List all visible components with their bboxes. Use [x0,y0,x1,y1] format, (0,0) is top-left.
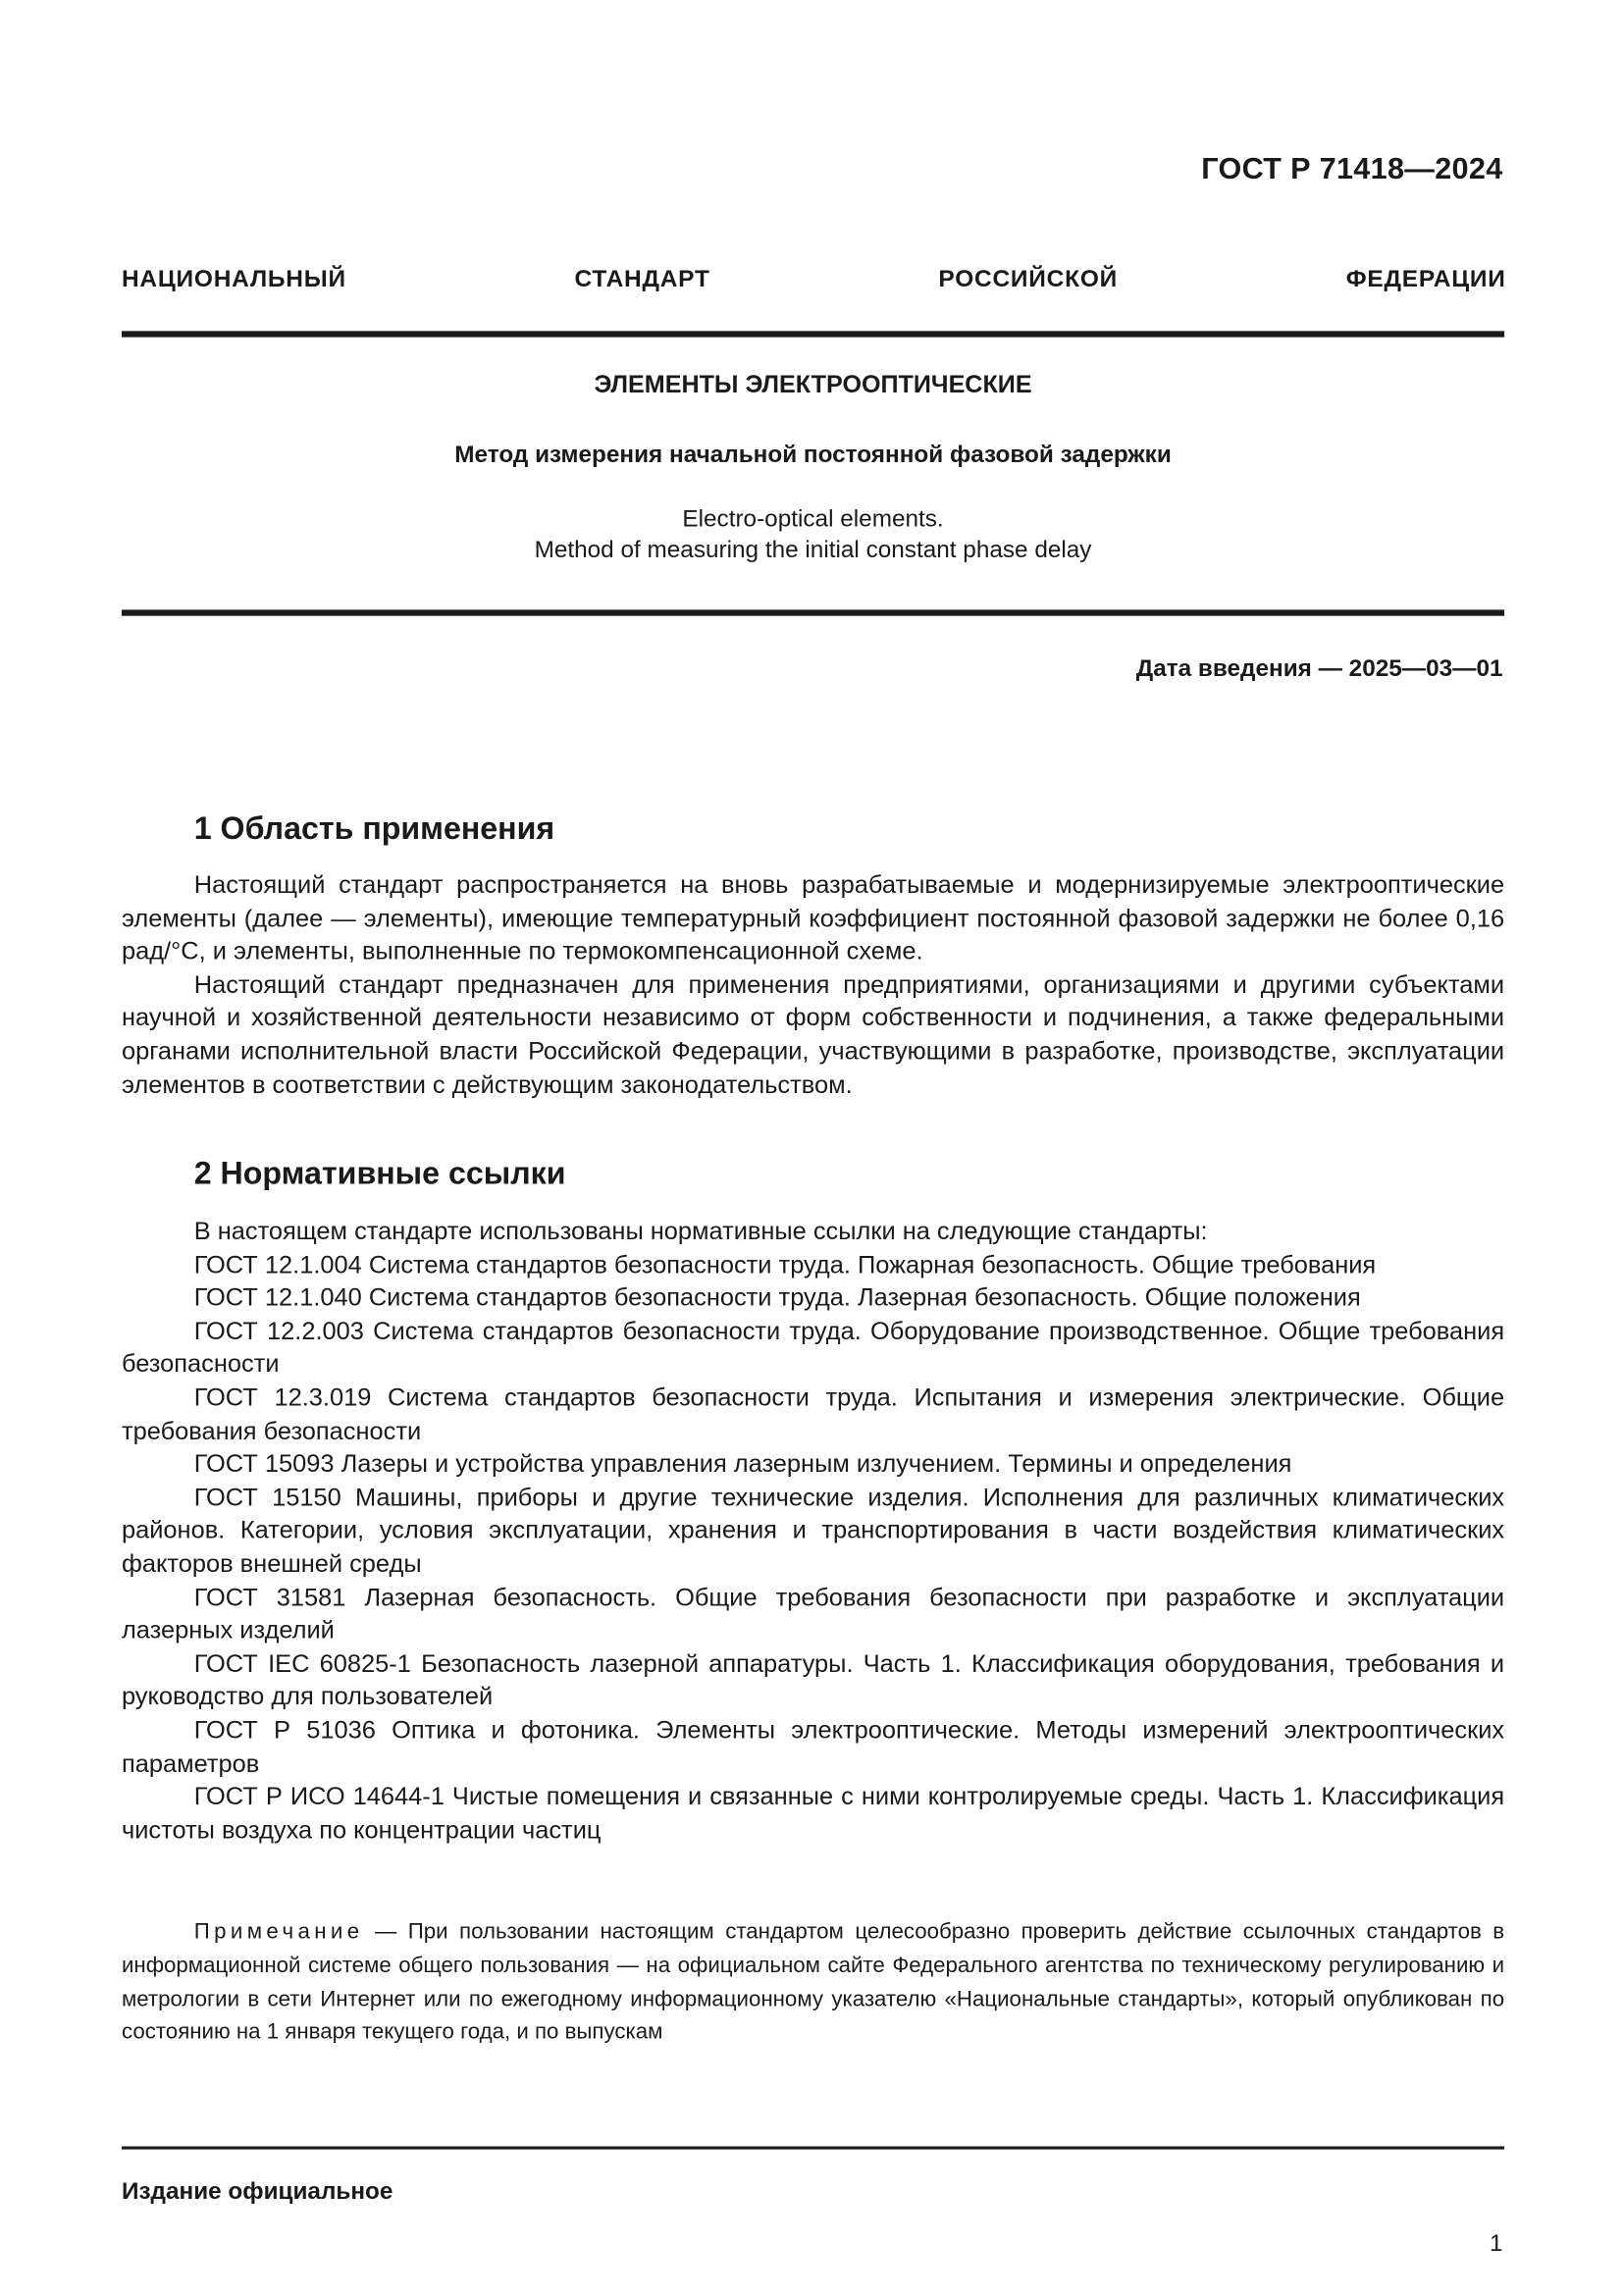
reference-item: ГОСТ 12.1.040 Система стандартов безопасности труда. Лазерная безопасность. Общие положения [193,1284,1361,1313]
section-1-body [122,870,1504,1103]
document-number: ГОСТ Р 71418—2024 [1201,152,1503,186]
english-title [122,505,1504,567]
english-title-line-1: Electro-optical elements. [682,506,944,533]
section-2-heading: 2 Нормативные ссылки [193,1156,566,1192]
document-title: ЭЛЕМЕНТЫ ЭЛЕКТРООПТИЧЕСКИЕ [594,372,1032,399]
paragraph: В настоящем стандарте использованы нормативные ссылки на следующие стандарты: [193,1218,1208,1246]
title-divider [122,609,1504,615]
page-number: 1 [1490,2230,1503,2258]
note-label: Примечание [193,1919,364,1945]
section-1-heading: 1 Область применения [193,810,555,848]
english-title-line-2: Method of measuring the initial constant phase delay [534,537,1092,564]
reference-item: ГОСТ 15150 Машины, приборы и другие технические изделия. Исполнения для различных климатических районов. Категории, условия эксплуатации, хранения и транспортирования в части воздействия климатических факторов внешней среды [121,1484,1505,1579]
footer-divider [122,2146,1504,2149]
reference-item: ГОСТ 15093 Лазеры и устройства управления лазерным излучением. Термины и определения [193,1450,1292,1479]
reference-item: ГОСТ 12.2.003 Система стандартов безопасности труда. Оборудование производственное. Общие требования безопасности [121,1317,1505,1380]
reference-item: ГОСТ 31581 Лазерная безопасность. Общие требования безопасности при разработке и эксплуатации лазерных изделий [121,1583,1505,1645]
reference-item: ГОСТ 12.1.004 Система стандартов безопасности труда. Пожарная безопасность. Общие требования [193,1251,1377,1279]
national-standard-label: НАЦИОНАЛЬНЫЙ СТАНДАРТ РОССИЙСКОЙ ФЕДЕРАЦИИ [121,266,1506,293]
note-paragraph [122,1917,1504,2052]
paragraph: Настоящий стандарт распространяется на вновь разрабатываемые и модернизируемые электрооптические элементы (далее — элементы), имеющие температурный коэффициент постоянной фазовой задержки не более 0,16 рад/°С, и элементы, выполненные по термокомпенсационной схеме. [121,871,1505,966]
document-subtitle: Метод измерения начальной постоянной фазовой задержки [454,442,1172,469]
introduction-date: Дата введения — 2025—03—01 [1135,655,1503,683]
paragraph: Настоящий стандарт предназначен для применения предприятиями, организациями и другими субъектами научной и хозяйственной деятельности независимо от форм собственности и подчинения, а также федеральными органами исполнительной власти Российской Федерации, участвующими в разработке, производстве, эксплуатации элементов в соответствии с действующим законодательством. [121,970,1505,1099]
reference-item: ГОСТ IEC 60825-1 Безопасность лазерной аппаратуры. Часть 1. Классификация оборудования, требования и руководство для пользователей [121,1649,1505,1711]
top-divider [122,331,1504,337]
section-2-body [122,1217,1504,1849]
reference-item: ГОСТ Р 51036 Оптика и фотоника. Элементы электрооптические. Методы измерений электрооптических параметров [121,1716,1505,1778]
official-edition-label: Издание официальное [121,2178,393,2206]
reference-item: ГОСТ Р ИСО 14644-1 Чистые помещения и связанные с ними контролируемые среды. Часть 1. Классификация чистоты воздуха по концентрации частиц [121,1783,1505,1845]
reference-item: ГОСТ 12.3.019 Система стандартов безопасности труда. Испытания и измерения электрические. Общие требования безопасности [121,1383,1505,1445]
note [122,1917,1504,2052]
note-text: — При пользовании настоящим стандартом целесообразно проверить действие ссылочных стандартов в информационной системе общего пользования — на официальном сайте Федерального агентства по техническому регулированию и метрологии в сети Интернет или по ежегодному информационному указателю «Национальные стандарты», который опубликован по состоянию на 1 января текущего года, и по выпускам [121,1919,1505,2046]
